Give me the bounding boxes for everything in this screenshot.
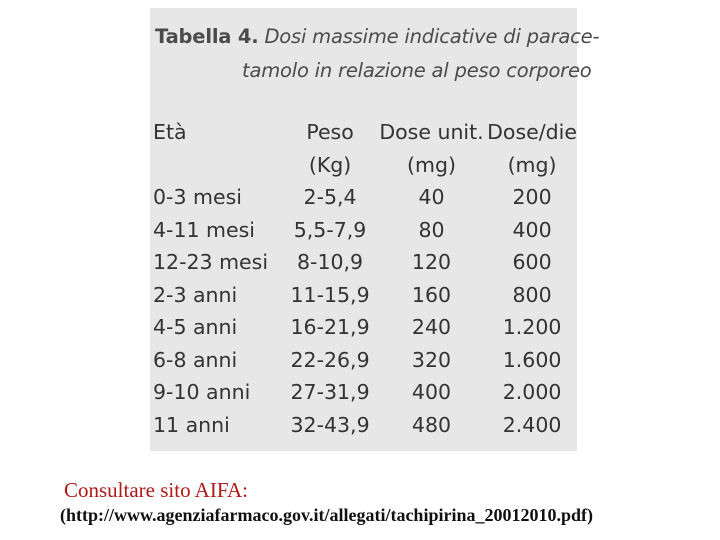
cell-dose-unit: 120: [411, 250, 452, 274]
table-title-text-1: Dosi massime indicative di parace-: [264, 25, 600, 48]
cell-dose-die: 400: [512, 217, 552, 242]
header-dose-die-unit: (mg): [507, 152, 557, 177]
cell-eta: 11 anni: [153, 412, 230, 437]
cell-dose-die: 2.400: [502, 412, 562, 437]
cell-eta: 12-23 mesi: [153, 250, 269, 274]
cell-dose-die: 800: [512, 282, 552, 307]
cell-peso: 11-15,9: [290, 282, 370, 307]
cell-peso: 16-21,9: [290, 315, 370, 339]
cell-peso: 8-10,9: [297, 250, 364, 274]
table-row: [153, 246, 577, 279]
cell-dose-unit: 240: [411, 315, 452, 339]
header-eta-unit: [153, 149, 284, 182]
cell-peso: 2-5,4: [303, 185, 357, 209]
table-header-units-row: [153, 149, 577, 182]
aifa-link[interactable]: (http://www.agenziafarmaco.gov.it/allegati/tachipirina_20012010.pdf): [60, 505, 593, 525]
header-dose-unit-unit: (mg): [407, 152, 456, 177]
cell-peso: 5,5-7,9: [293, 217, 367, 242]
cell-peso: 27-31,9: [290, 380, 370, 404]
table-row: [153, 181, 577, 214]
header-dose-unit: Dose unit.: [379, 120, 484, 144]
cell-dose-unit: 320: [411, 347, 452, 372]
cell-dose-unit: 40: [418, 185, 445, 209]
cell-peso: 22-26,9: [290, 347, 370, 372]
table-header-row: [153, 116, 577, 149]
table-row: [153, 409, 577, 442]
cell-peso: 32-43,9: [290, 412, 370, 437]
table-title-line-1: [155, 25, 599, 48]
header-eta: Età: [153, 120, 187, 144]
header-dose-die: Dose/die: [487, 120, 577, 144]
cell-dose-die: 1.200: [502, 315, 562, 339]
cell-eta: 9-10 anni: [153, 380, 251, 404]
aifa-note: Consultare sito AIFA:: [64, 478, 248, 502]
table-row: [153, 311, 577, 344]
table-number: Tabella 4.: [155, 25, 259, 48]
table-title-line-2: [242, 59, 592, 82]
cell-eta: 0-3 mesi: [153, 185, 242, 209]
cell-dose-unit: 160: [411, 282, 452, 307]
header-peso-unit: (Kg): [308, 152, 352, 177]
dose-table: [153, 116, 577, 441]
cell-dose-unit: 480: [411, 412, 452, 437]
table-row: [153, 376, 577, 409]
cell-dose-die: 1.600: [502, 347, 562, 372]
table-row: [153, 279, 577, 312]
header-peso: Peso: [306, 120, 354, 144]
cell-eta: 2-3 anni: [153, 282, 238, 307]
cell-dose-die: 2.000: [502, 380, 562, 404]
cell-dose-unit: 400: [411, 380, 452, 404]
table-title-text-2: tamolo in relazione al peso corporeo: [242, 59, 592, 82]
cell-dose-die: 200: [512, 185, 552, 209]
table-row: [153, 214, 577, 247]
cell-dose-unit: 80: [418, 217, 445, 242]
cell-eta: 6-8 anni: [153, 347, 238, 372]
table-image-panel: [150, 8, 600, 451]
cell-eta: 4-11 mesi: [153, 217, 255, 242]
cell-eta: 4-5 anni: [153, 315, 238, 339]
cell-dose-die: 600: [512, 250, 552, 274]
table-row: [153, 344, 577, 377]
